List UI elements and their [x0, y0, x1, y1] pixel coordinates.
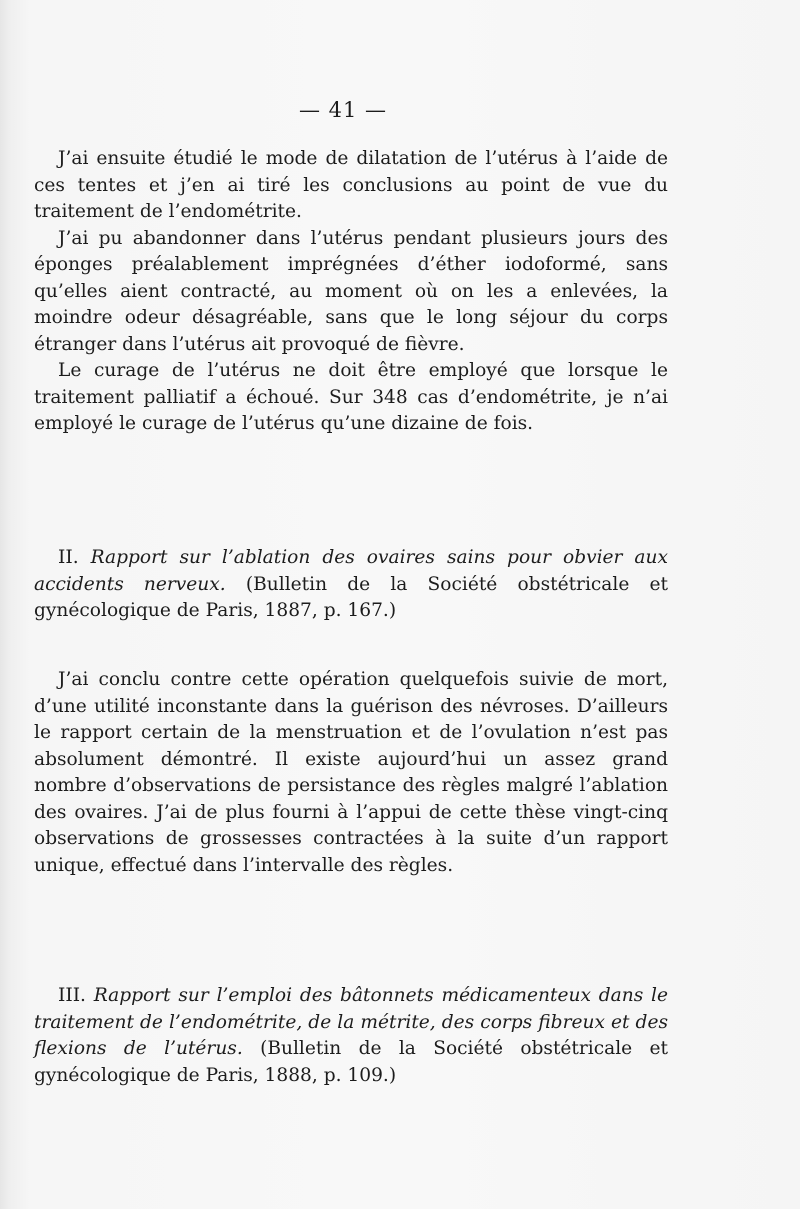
section-citation: (Bulletin de la Société obstétricale et gynécologique de Paris, 1887, p. 167.): [34, 573, 668, 621]
section-1-text: [34, 146, 668, 438]
section-number: III.: [58, 985, 86, 1006]
paragraph: J’ai conclu contre cette opération quelquefois suivie de mort, d’une utilité inconstante dans la guérison des névroses. D’ailleurs le rapport certain de la menstruation et de l’ovulation n’est pas absolument démontré. Il existe aujourd’hui un assez grand nombre d’observations de persistance des règles malgré l’ablation des ovaires. J’ai de plus fourni à l’appui de cette thèse vingt-cinq observations de grossesses contractées à la suite d’un rapport unique, effectué dans l’intervalle des règles.: [34, 669, 668, 876]
section-title: Rapport sur l’emploi des bâtonnets médicamenteux dans le traitement de l’endométrite, de la métrite, des corps fibreux et des flexions de l’utérus.: [34, 985, 668, 1059]
section-number: II.: [58, 547, 79, 568]
section-3-heading: [34, 983, 668, 1089]
section-title: Rapport sur l’ablation des ovaires sains pour obvier aux accidents nerveux.: [34, 547, 668, 595]
paragraph: Le curage de l’utérus ne doit être employé que lorsque le traitement palliatif a échoué. Sur 348 cas d’endométrite, je n’ai employé le curage de l’utérus qu’une dizaine de fois.: [34, 360, 668, 434]
page-number: — 41 —: [298, 98, 388, 122]
paragraph: J’ai ensuite étudié le mode de dilatation de l’utérus à l’aide de ces tentes et j’en ai tiré les conclusions au point de vue du traitement de l’endométrite.: [34, 148, 668, 222]
section-heading: [34, 545, 668, 625]
paragraph: J’ai pu abandonner dans l’utérus pendant plusieurs jours des éponges préalablement imprégnées d’éther iodoformé, sans qu’elles aient contracté, au moment où on les a enlevées, la moindre odeur désagréable, sans que le long séjour du corps étranger dans l’utérus ait provoqué de fièvre.: [34, 227, 668, 355]
section-2-text: [34, 667, 668, 879]
section-2-heading: [34, 545, 668, 625]
section-citation: (Bulletin de la Société obstétricale et gynécologique de Paris, 1888, p. 109.): [34, 1038, 668, 1086]
section-heading: [34, 983, 668, 1089]
